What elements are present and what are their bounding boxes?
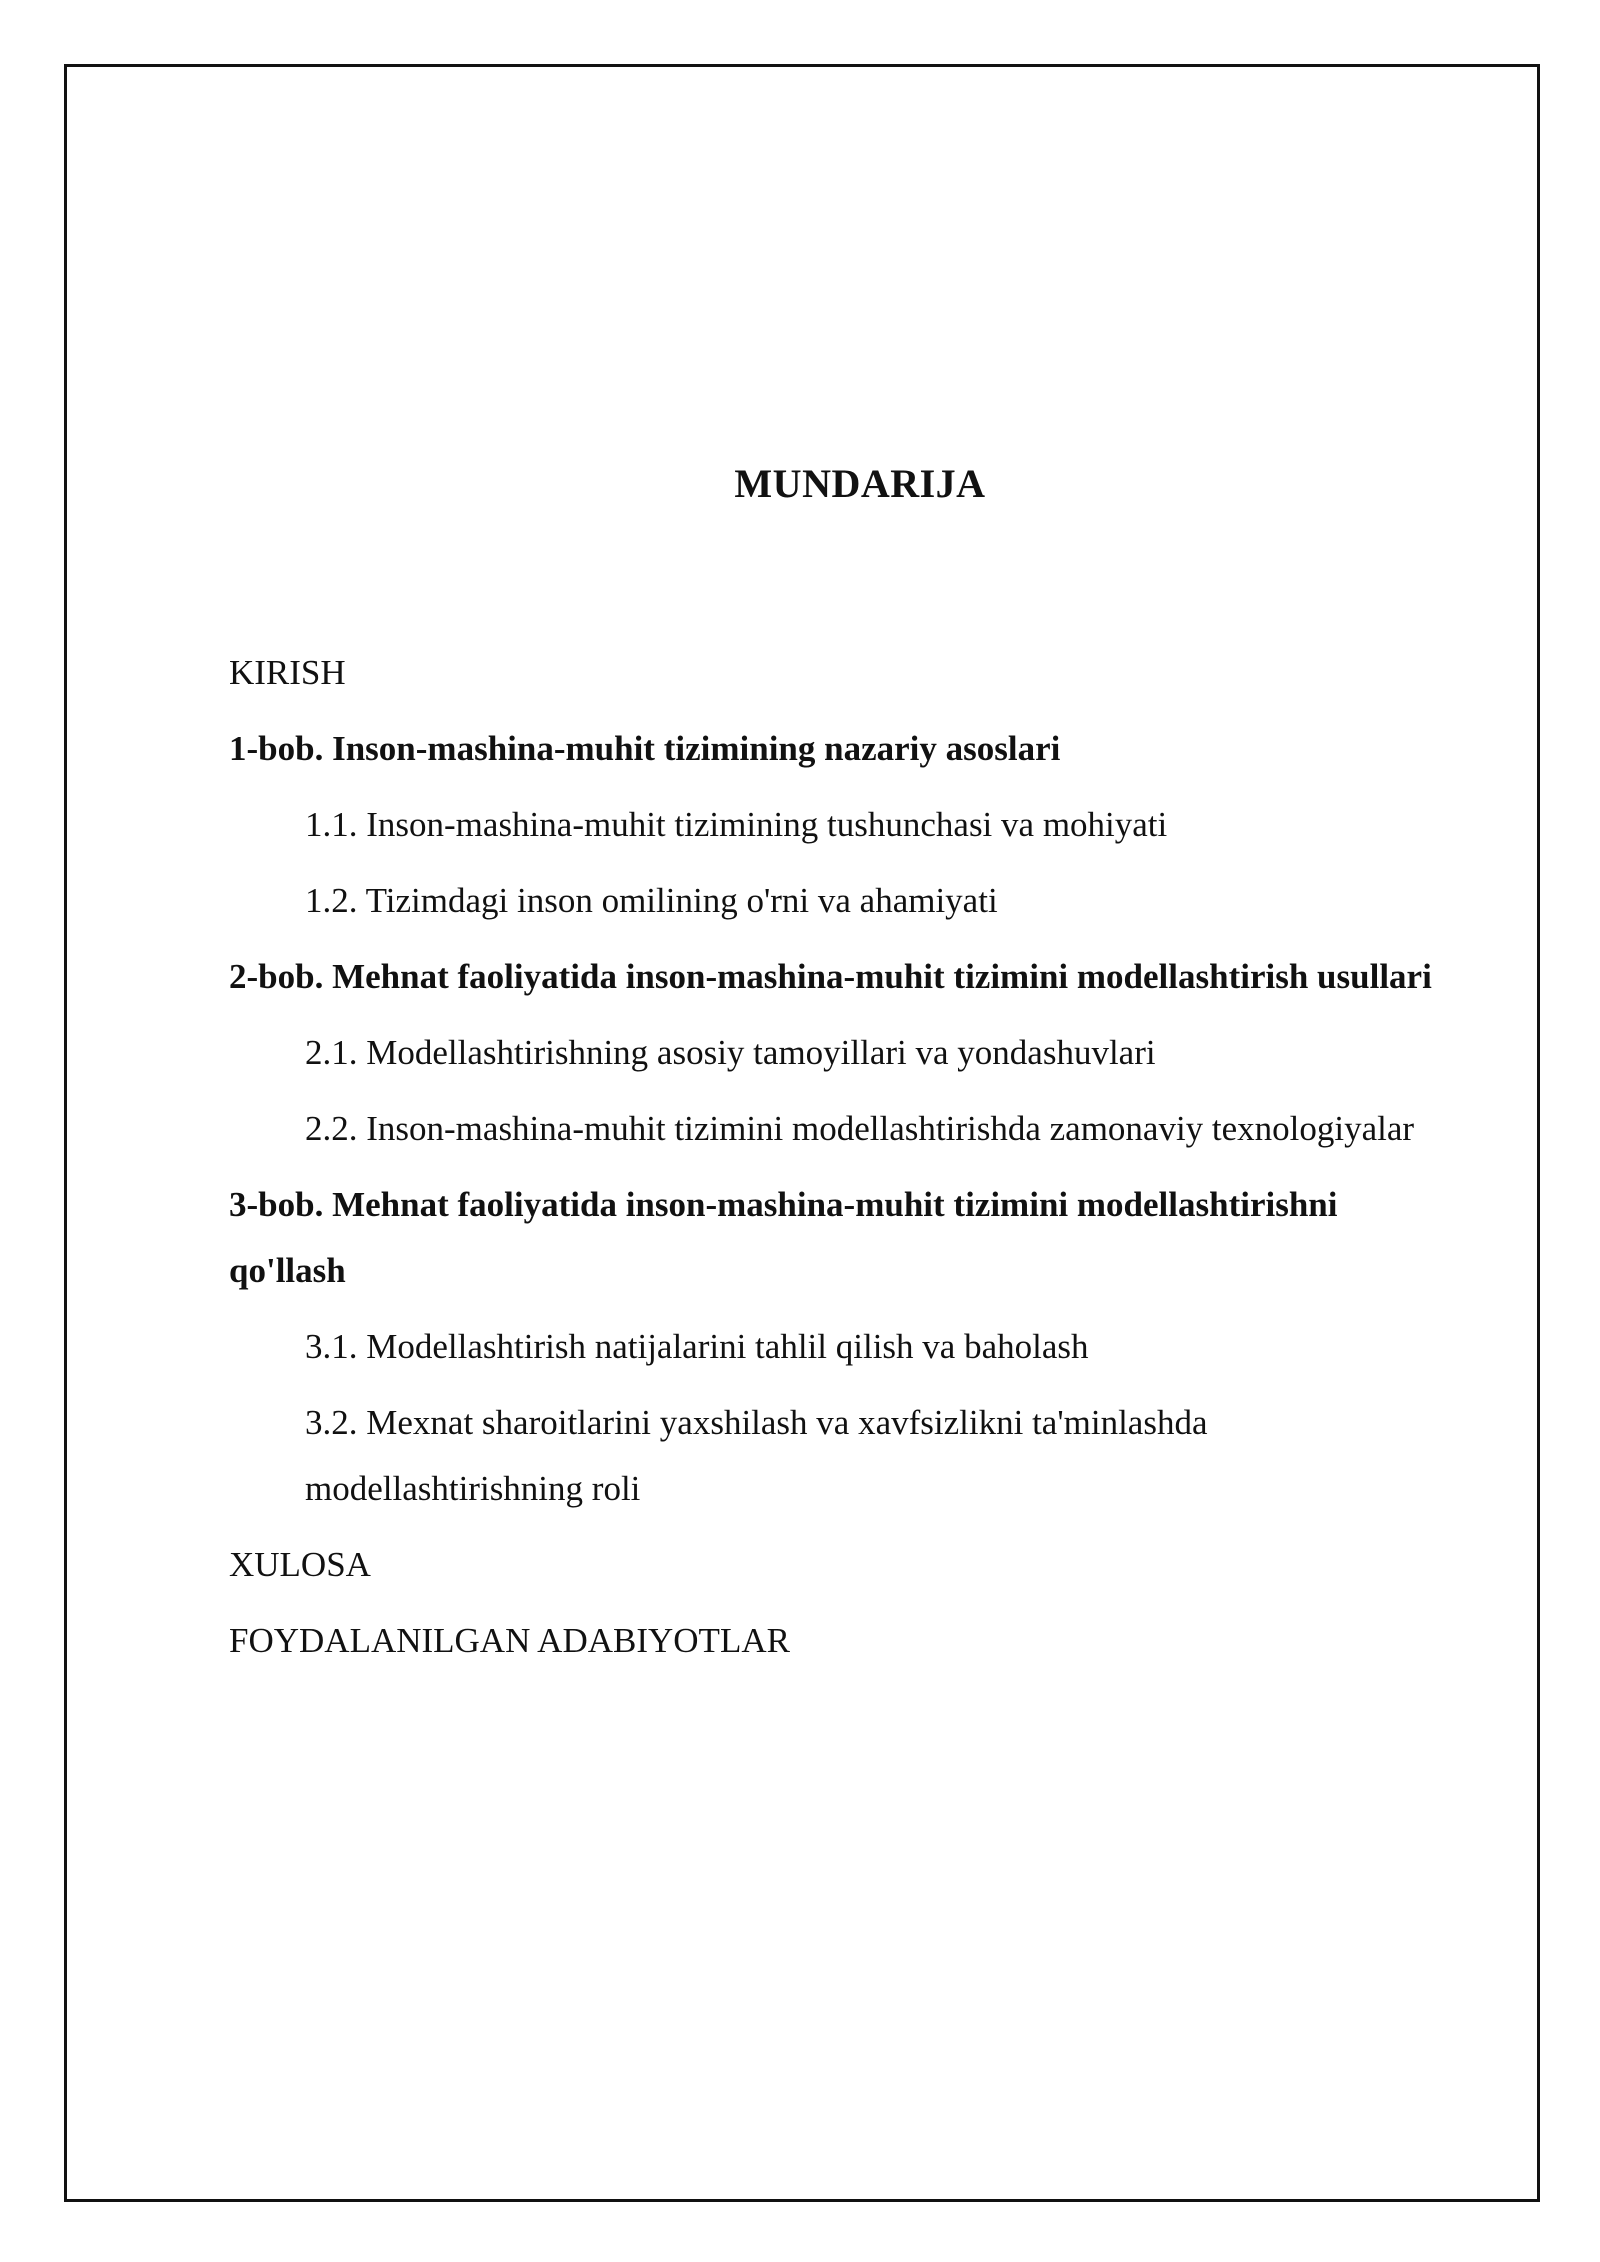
toc-subsection-1-2: 1.2. Tizimdagi inson omilining o'rni va ahamiyati: [305, 881, 998, 920]
toc-subsection-2-2: 2.2. Inson-mashina-muhit tizimini modellashtirishda zamonaviy texnologiyalar: [305, 1109, 1415, 1148]
toc-chapter-3: 3-bob. Mehnat faoliyatida inson-mashina-muhit tizimini modellashtirishni qo'llash: [229, 1185, 1338, 1290]
toc-chapter-2: 2-bob. Mehnat faoliyatida inson-mashina-muhit tizimini modellashtirish usullari: [229, 957, 1432, 996]
toc-entry-introduction: KIRISH: [229, 653, 346, 692]
toc-subsection-3-1: 3.1. Modellashtirish natijalarini tahlil qilish va baholash: [305, 1327, 1089, 1366]
table-of-contents: [229, 640, 1459, 1684]
toc-subsection-2-1: 2.1. Modellashtirishning asosiy tamoyillari va yondashuvlari: [305, 1033, 1156, 1072]
toc-entry-conclusion: XULOSA: [229, 1545, 371, 1584]
page-title: MUNDARIJA: [734, 461, 986, 506]
toc-entry-references: FOYDALANILGAN ADABIYOTLAR: [229, 1621, 790, 1660]
toc-subsection-3-2: 3.2. Mexnat sharoitlarini yaxshilash va xavfsizlikni ta'minlashda modellashtirishning roli: [305, 1403, 1208, 1508]
toc-chapter-1: 1-bob. Inson-mashina-muhit tizimining nazariy asoslari: [229, 729, 1061, 768]
toc-subsection-1-1: 1.1. Inson-mashina-muhit tizimining tushunchasi va mohiyati: [305, 805, 1168, 844]
